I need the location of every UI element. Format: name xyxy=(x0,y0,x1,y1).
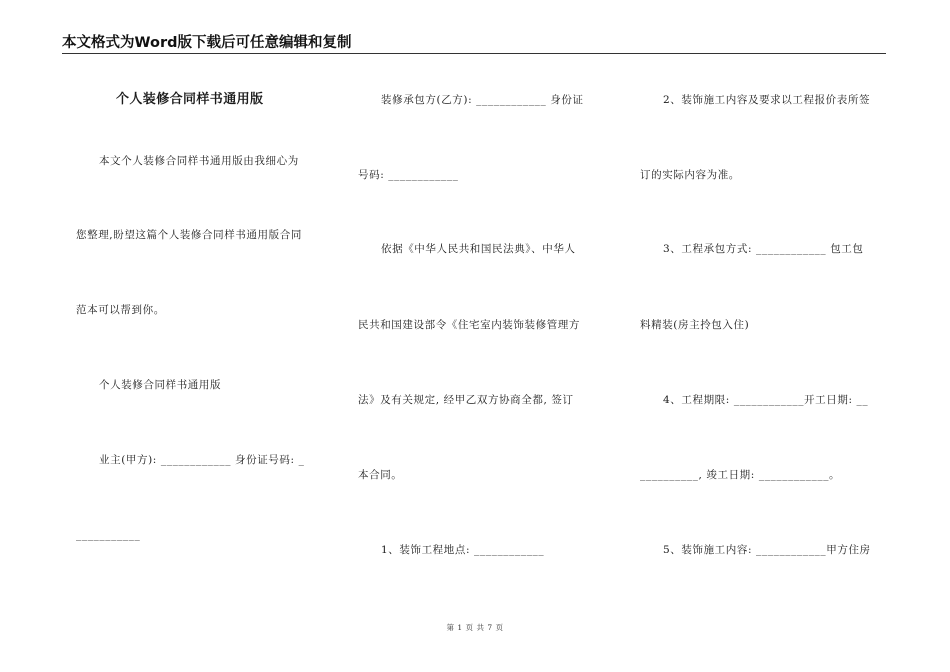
paragraph-line: 依据《中华人民共和国民法典》、中华人 xyxy=(381,243,576,255)
paragraph-line: 1、装饰工程地点: ____________ xyxy=(381,544,545,556)
paragraph-line: 装修承包方(乙方): ____________ 身份证 xyxy=(381,94,584,106)
paragraph-line: 民共和国建设部令《住宅室内装饰装修管理方 xyxy=(358,319,580,331)
document-header-banner: 本文格式为Word版下载后可任意编辑和复制 xyxy=(62,35,352,51)
page-number-footer: 第 1 页 共 7 页 xyxy=(446,623,504,632)
paragraph-line: 2、装饰施工内容及要求以工程报价表所签 xyxy=(663,94,871,106)
paragraph-line: 个人装修合同样书通用版 xyxy=(99,379,222,391)
paragraph-line: 本合同。 xyxy=(358,469,403,481)
paragraph-line: 5、装饰施工内容: ____________甲方住房 xyxy=(663,544,871,556)
paragraph-line: 您整理,盼望这篇个人装修合同样书通用版合同 xyxy=(76,229,302,241)
paragraph-line: 3、工程承包方式: ____________ 包工包 xyxy=(663,243,864,255)
paragraph-line: 料精装(房主拎包入住) xyxy=(640,319,750,331)
paragraph-line: ___________ xyxy=(76,529,141,541)
paragraph-line: 法》及有关规定, 经甲乙双方协商全都, 签订 xyxy=(358,394,574,406)
paragraph-line: 4、工程期限: ____________开工日期: __ xyxy=(663,394,869,406)
paragraph-line: 订的实际内容为准。 xyxy=(640,169,740,181)
paragraph-line: 本文个人装修合同样书通用版由我细心为 xyxy=(99,155,299,167)
paragraph-line: 号码: ____________ xyxy=(358,169,459,181)
paragraph-line: __________, 竣工日期: ____________。 xyxy=(640,469,841,481)
header-divider xyxy=(62,53,886,54)
document-title: 个人装修合同样书通用版 xyxy=(116,92,264,107)
paragraph-line: 业主(甲方): ____________ 身份证号码: _ xyxy=(99,454,305,466)
paragraph-line: 范本可以帮到你。 xyxy=(76,304,165,316)
